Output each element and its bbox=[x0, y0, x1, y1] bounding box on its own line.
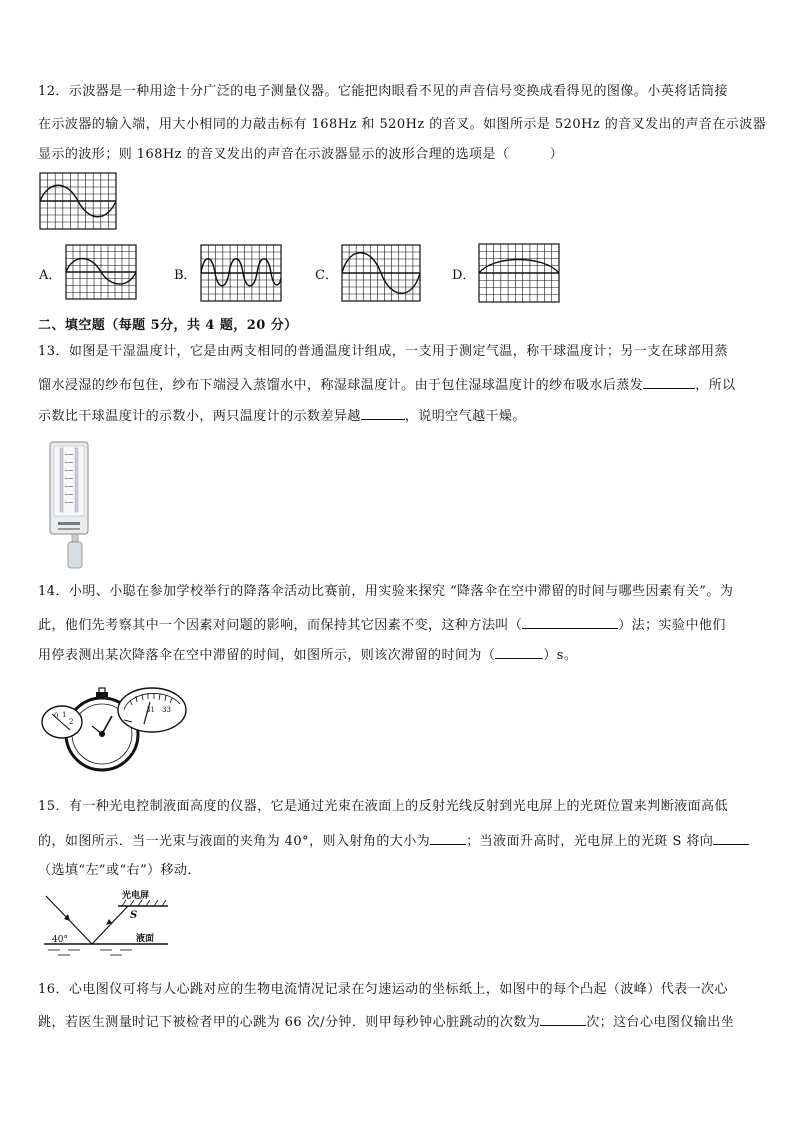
wet-dry-thermometer-figure bbox=[44, 440, 94, 570]
stopwatch-second-tick-33: 33 bbox=[162, 706, 171, 714]
q12-line-2: 在示波器的输入端，用大小相同的力敲击标有 168Hz 和 520Hz 的音叉。如图所示是 520Hz 的音叉发出的声音在示波器 bbox=[38, 117, 767, 132]
q14-line-3-tail: ）s。 bbox=[543, 648, 578, 663]
stopwatch-figure bbox=[40, 680, 188, 780]
stopwatch-minute-tick-2: 2 bbox=[69, 718, 74, 726]
q12-reference-waveform bbox=[39, 172, 117, 230]
q14-line-2 bbox=[38, 614, 726, 636]
stopwatch-minute-tick-1: 1 bbox=[62, 711, 67, 719]
q12-line-3: 显示的波形；则 168Hz 的音叉发出的声音在示波器显示的波形合理的选项是（ ） bbox=[38, 147, 564, 162]
q14-line-3 bbox=[38, 644, 577, 666]
q13-line-3-text: 示数比干球温度计的示数小，两只温度计的示数差异越 bbox=[38, 409, 361, 424]
q14-answer-blank-2[interactable] bbox=[495, 644, 543, 659]
stopwatch-second-tick-31: 31 bbox=[146, 706, 155, 714]
section-2-title: 二、填空题（每题 5分，共 4 题，20 分） bbox=[38, 318, 298, 333]
q15-line-3: （选填“左”或“右”）移动． bbox=[38, 863, 201, 878]
spot-s-label: S bbox=[130, 910, 138, 921]
q13-line-2-tail: ，所以 bbox=[695, 378, 736, 393]
q15-line-2-tail: ；当液面升高时，光电屏上的光斑 S 将向 bbox=[466, 834, 714, 849]
q13-line-3 bbox=[38, 405, 526, 427]
q16-answer-blank-1[interactable] bbox=[540, 1011, 586, 1026]
q16-line-1: 16．心电图仪可将与人心跳对应的生物电流情况记录在匀速运动的坐标纸上，如图中的每个凸起（波峰）代表一次心 bbox=[38, 982, 728, 997]
stopwatch-minute-tick-0: 0 bbox=[54, 712, 59, 720]
q12-option-a-label: A． bbox=[39, 268, 62, 283]
surface-label: 液面 bbox=[136, 934, 155, 944]
q15-answer-blank-1[interactable] bbox=[430, 830, 466, 845]
q14-line-1: 14．小明、小聪在参加学校举行的降落伞活动比赛前，用实验来探究 “降落伞在空中滞留的时间与哪些因素有关”。为 bbox=[38, 584, 734, 599]
q12-option-b-waveform bbox=[200, 244, 282, 302]
q12-option-d-waveform bbox=[478, 243, 560, 303]
q15-answer-blank-2[interactable] bbox=[713, 830, 749, 845]
q13-answer-blank-1[interactable] bbox=[643, 374, 695, 389]
q14-line-2-text: 此，他们先考察其中一个因素对问题的影响，而保持其它因素不变，这种方法叫（ bbox=[38, 618, 523, 633]
q12-option-c-waveform bbox=[341, 244, 421, 302]
q15-line-1: 15．有一种光电控制液面高度的仪器，它是通过光束在液面上的反射光线反射到光电屏上的光斑位置来判断液面高低 bbox=[38, 799, 728, 814]
q13-line-2-text: 馏水浸湿的纱布包住，纱布下端浸入蒸馏水中，称湿球温度计。由于包住湿球温度计的纱布吸水后蒸发 bbox=[38, 378, 644, 393]
q12-option-b-label: B． bbox=[174, 268, 197, 283]
q12-line-1: 12．示波器是一种用途十分广泛的电子测量仪器。它能把肉眼看不见的声音信号变换成看得见的图像。小英将话筒接 bbox=[38, 84, 728, 99]
q13-answer-blank-2[interactable] bbox=[361, 405, 405, 420]
q14-line-2-tail: ）法；实验中他们 bbox=[618, 618, 726, 633]
light-reflection-figure bbox=[40, 888, 170, 956]
angle-label: 40° bbox=[52, 935, 68, 945]
q12-option-a-waveform bbox=[65, 244, 137, 300]
q13-line-1: 13．如图是干湿温度计，它是由两支相同的普通温度计组成，一支用于测定气温，称干球温度计；另一支在球部用蒸 bbox=[38, 344, 728, 359]
q13-line-3-tail: ，说明空气越干燥。 bbox=[404, 409, 526, 424]
q13-line-2 bbox=[38, 374, 736, 396]
q16-line-2 bbox=[38, 1011, 734, 1033]
screen-label: 光电屏 bbox=[122, 891, 150, 901]
q14-answer-blank-1[interactable] bbox=[522, 614, 618, 629]
q15-line-2-text: 的，如图所示．当一光束与液面的夹角为 40°，则入射角的大小为 bbox=[38, 834, 431, 849]
q16-line-2-tail: 次；这台心电图仪输出坐 bbox=[586, 1015, 735, 1030]
q12-option-c-label: C． bbox=[315, 268, 338, 283]
q12-option-d-label: D． bbox=[452, 268, 476, 283]
q15-line-2 bbox=[38, 830, 749, 852]
q14-line-3-text: 用停表测出某次降落伞在空中滞留的时间，如图所示，则该次滞留的时间为（ bbox=[38, 648, 496, 663]
q16-line-2-text: 跳，若医生测量时记下被检者甲的心跳为 66 次/分钟．则甲每秒钟心脏跳动的次数为 bbox=[38, 1015, 541, 1030]
